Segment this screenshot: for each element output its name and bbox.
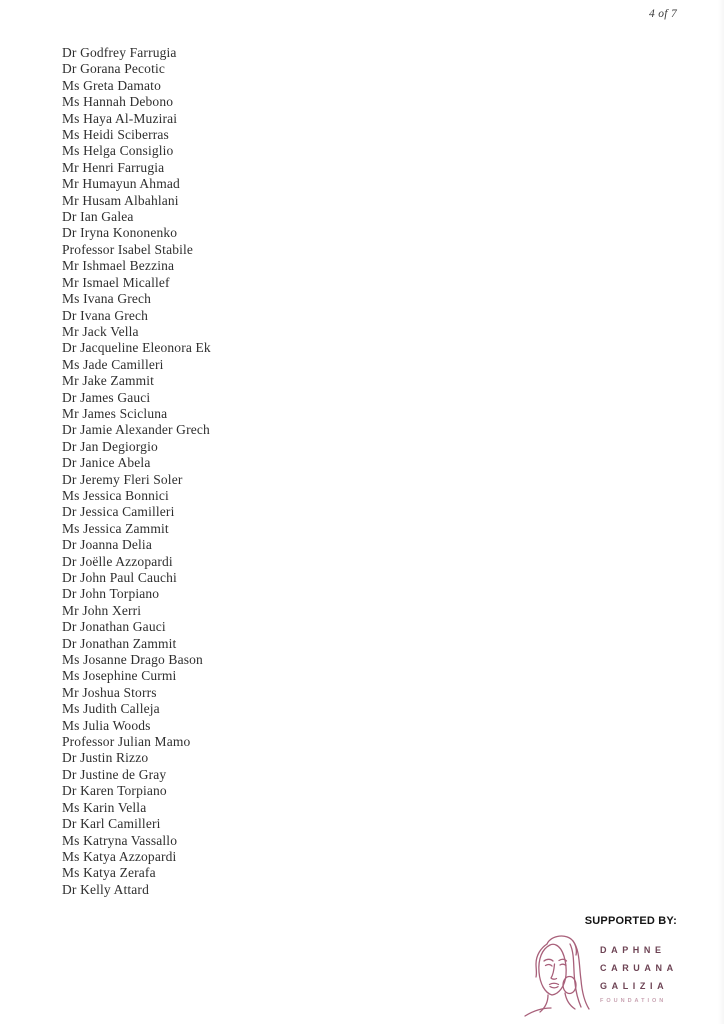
attendee-name: Professor Isabel Stabile [62,241,194,257]
attendee-name: Mr Husam Albahlani [62,192,179,208]
foundation-name-line: GALIZIA [600,981,669,991]
attendee-name: Dr John Torpiano [62,586,160,602]
attendee-name: Mr Joshua Storrs [62,684,157,700]
attendee-name: Ms Jade Camilleri [62,356,164,372]
attendee-name: Dr Gorana Pecotic [62,61,166,77]
attendee-name: Dr Jonathan Zammit [62,635,177,651]
attendee-name: Dr Jan Degiorgio [62,438,158,454]
attendee-name: Ms Jessica Zammit [62,520,169,536]
attendee-name: Dr Iryna Kononenko [62,225,178,241]
attendee-name: Dr James Gauci [62,389,151,405]
attendee-name: Professor Julian Mamo [62,734,191,750]
attendee-name: Mr Ishmael Bezzina [62,258,175,274]
attendee-name: Ms Hannah Debono [62,94,174,110]
attendee-name: Dr Janice Abela [62,455,151,471]
attendee-name: Dr Justin Rizzo [62,750,149,766]
foundation-logo [523,928,693,1020]
attendee-name: Ms Jessica Bonnici [62,487,169,503]
attendee-name: Mr Henri Farrugia [62,159,165,175]
attendee-name: Mr Humayun Ahmad [62,176,180,192]
attendee-name: Dr Jacqueline Eleonora Ek [62,340,211,356]
attendee-name: Dr Ivana Grech [62,307,149,323]
daphne-face-icon [523,928,593,1018]
scanned-page-edge [718,0,724,1024]
attendee-name: Mr John Xerri [62,602,142,618]
attendee-name: Dr Godfrey Farrugia [62,45,177,60]
attendee-name: Dr Joëlle Azzopardi [62,553,173,569]
foundation-name-line: DAPHNE [600,945,666,955]
attendee-name: Ms Karin Vella [62,799,147,815]
attendee-name: Dr Joanna Delia [62,537,152,553]
foundation-wordmark [600,941,678,1004]
attendee-name: Ms Ivana Grech [62,291,152,307]
attendee-name: Ms Katryna Vassallo [62,832,178,848]
attendee-name: Ms Helga Consiglio [62,143,174,159]
attendee-name: Dr Ian Galea [62,209,134,225]
attendee-name: Dr John Paul Cauchi [62,570,177,585]
attendee-name: Mr Ismael Micallef [62,274,170,290]
attendee-name: Ms Katya Zerafa [62,865,156,881]
footer [0,905,724,1024]
attendee-name: Ms Heidi Sciberras [62,127,169,143]
attendee-name: Dr Karl Camilleri [62,816,161,832]
attendee-name: Dr Justine de Gray [62,766,167,782]
attendee-name: Ms Katya Azzopardi [62,848,177,864]
attendees-list [62,45,482,898]
attendee-name: Ms Haya Al-Muzirai [62,110,178,126]
attendee-name: Dr Kelly Attard [62,881,149,897]
attendee-name: Mr James Scicluna [62,405,168,421]
attendee-name: Ms Josanne Drago Bason [62,652,203,668]
attendee-name: Mr Jake Zammit [62,373,155,389]
foundation-subtitle: FOUNDATION [600,998,667,1004]
page-number: 4 of 7 [649,8,677,20]
attendee-name: Dr Jamie Alexander Grech [62,422,210,438]
attendee-name: Ms Julia Woods [62,717,151,733]
attendee-name: Mr Jack Vella [62,323,139,339]
attendee-name: Dr Jonathan Gauci [62,619,166,635]
attendee-name: Dr Karen Torpiano [62,783,167,799]
attendee-name: Ms Judith Calleja [62,701,160,717]
supported-by-label: SUPPORTED BY: [584,915,677,927]
attendee-name: Ms Josephine Curmi [62,668,177,684]
attendee-name: Dr Jessica Camilleri [62,504,175,520]
attendee-name: Dr Jeremy Fleri Soler [62,471,183,487]
attendee-name: Ms Greta Damato [62,77,161,93]
foundation-name-line: CARUANA [600,963,678,973]
